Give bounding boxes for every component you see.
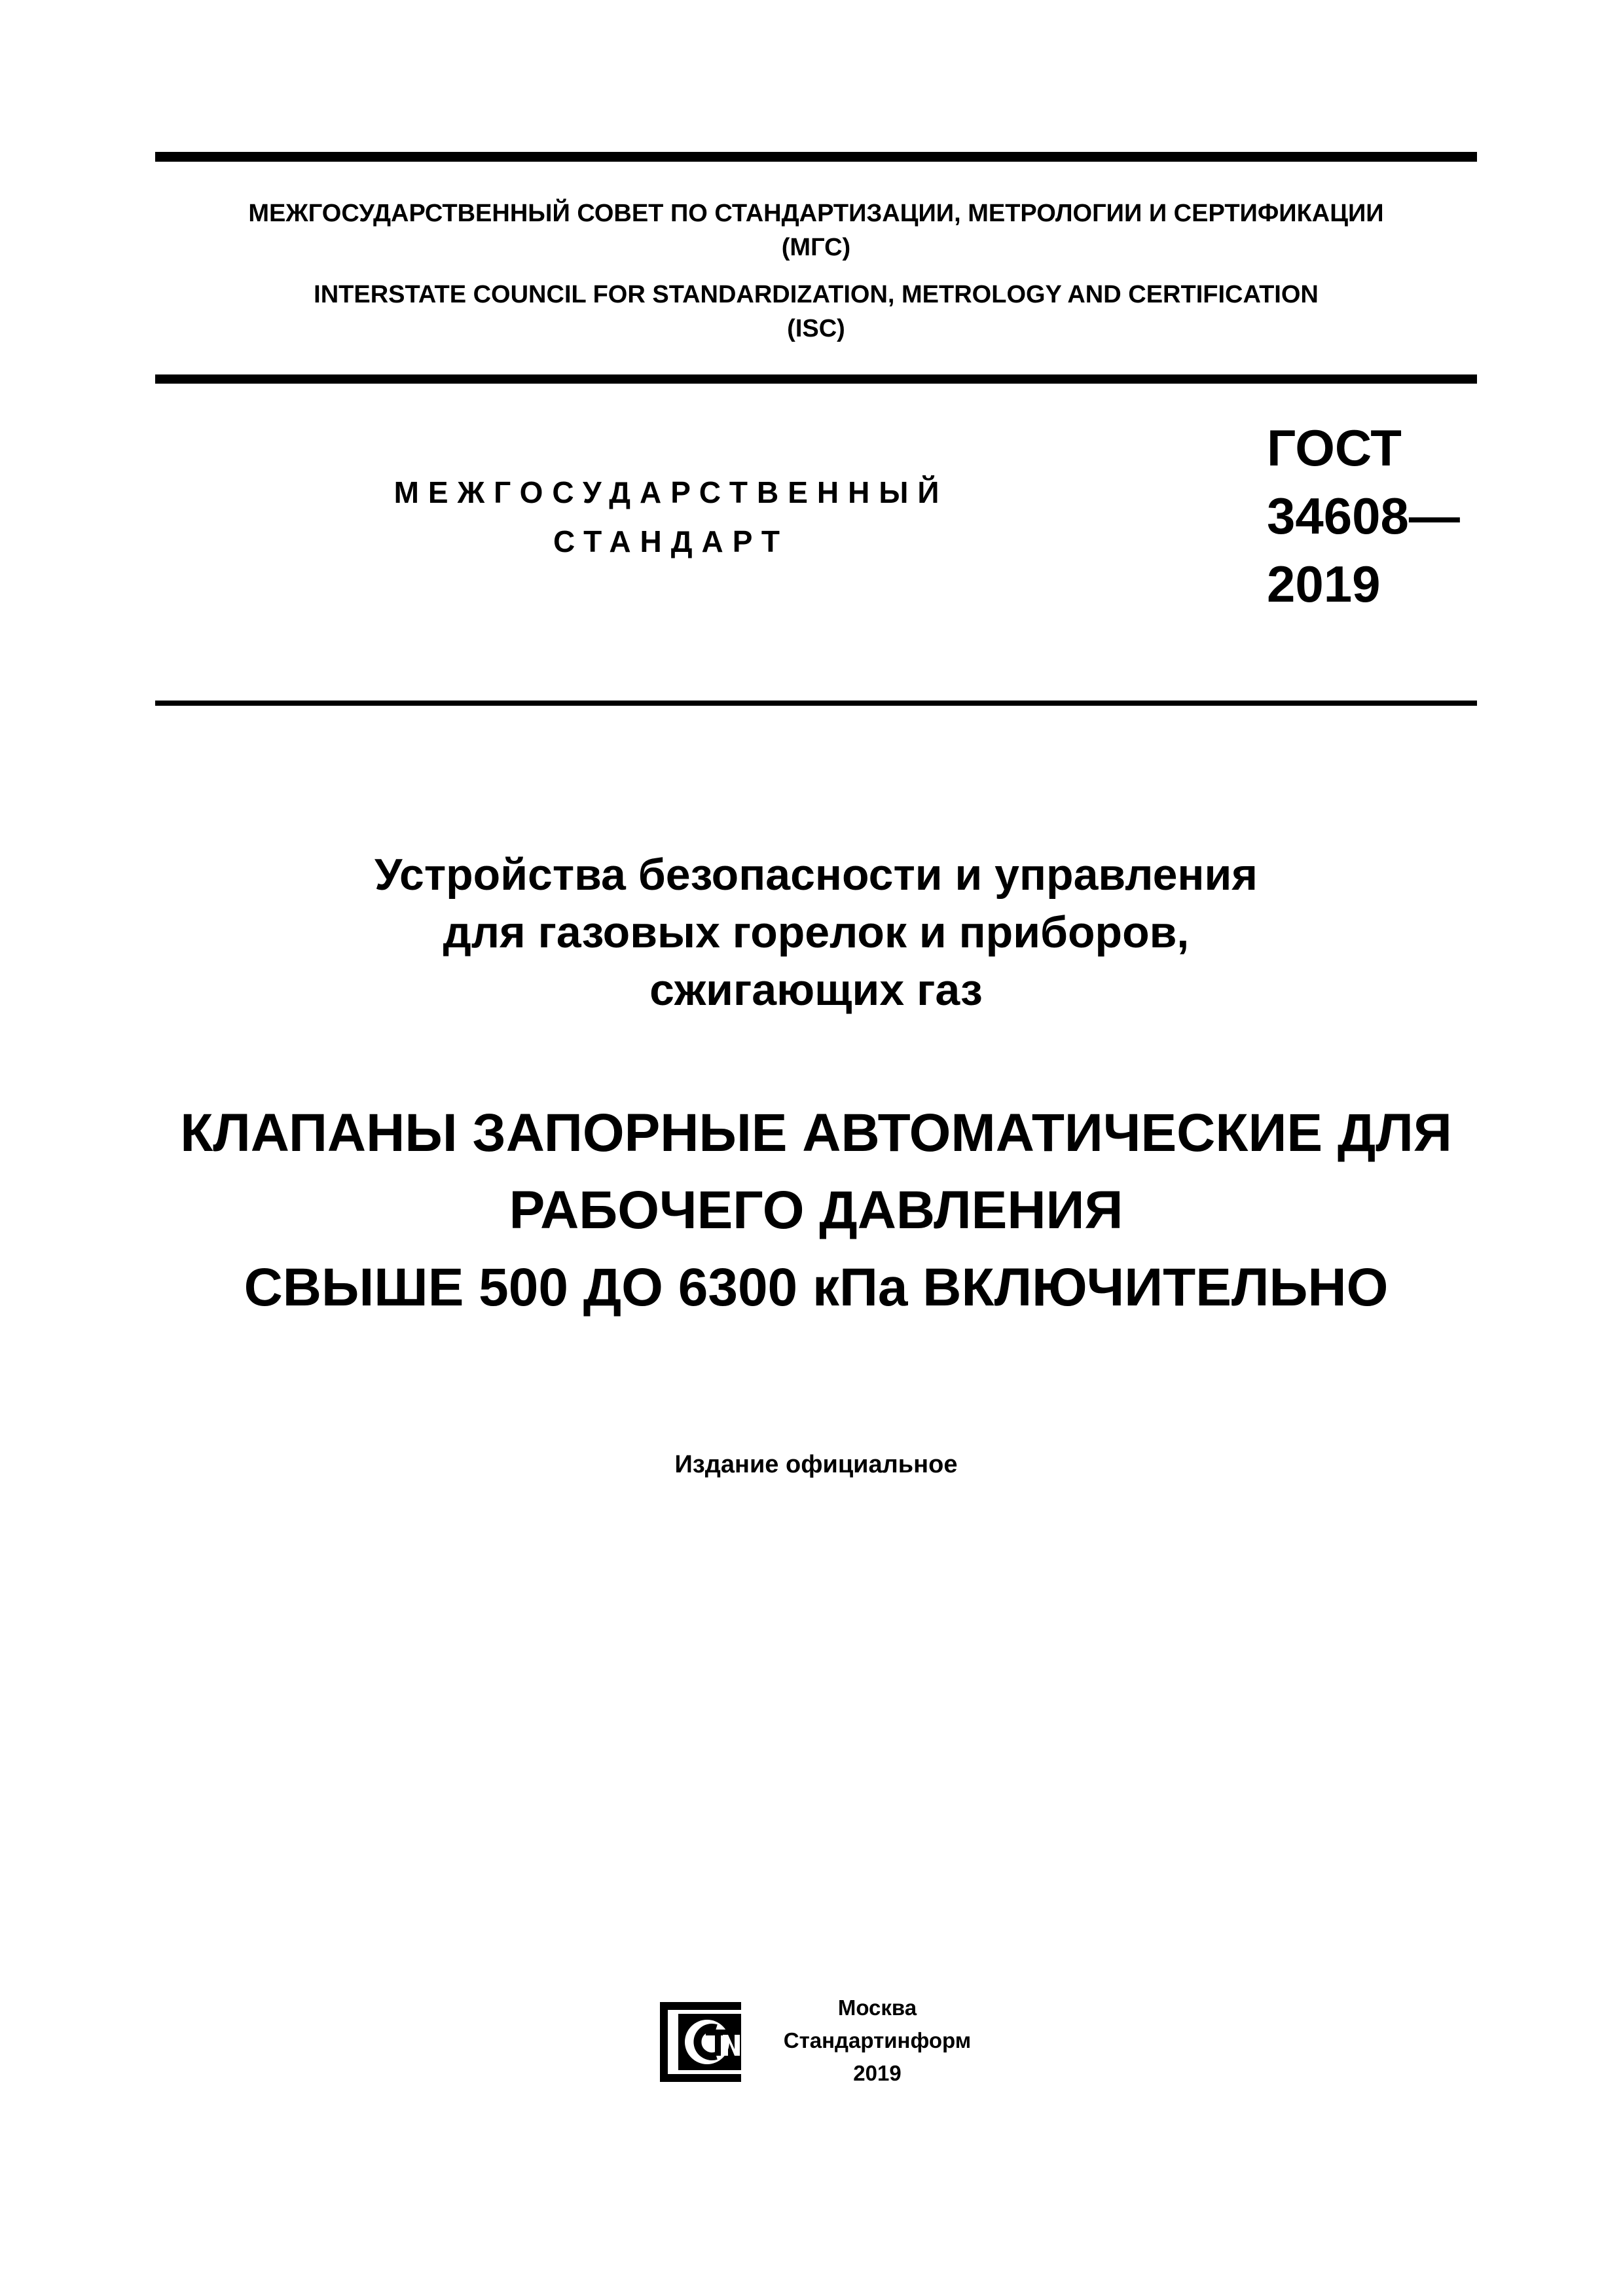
imprint-publisher: Стандартинформ (783, 2028, 972, 2052)
council-name-ru: МЕЖГОСУДАРСТВЕННЫЙ СОВЕТ ПО СТАНДАРТИЗАЦИИ, МЕТРОЛОГИИ И СЕРТИФИКАЦИИ (248, 200, 1384, 227)
designation-year: 2019 (1267, 555, 1381, 613)
designation-number: 34608— (1267, 487, 1460, 545)
council-name-en: INTERSTATE COUNCIL FOR STANDARDIZATION, METROLOGY AND CERTIFICATION (314, 281, 1319, 308)
lower-rule (155, 701, 1477, 706)
council-abbr-en: (ISC) (787, 315, 845, 342)
imprint-city: Москва (837, 1995, 917, 2020)
middle-rule (155, 374, 1477, 384)
council-abbr-ru: (МГС) (781, 234, 851, 261)
subtitle-line-3: сжигающих газ (649, 965, 983, 1015)
main-title-line-1: КЛАПАНЫ ЗАПОРНЫЕ АВТОМАТИЧЕСКИЕ ДЛЯ (180, 1103, 1452, 1163)
standard-type-line-2: СТАНДАРТ (553, 524, 789, 558)
imprint-year: 2019 (853, 2061, 902, 2085)
edition-label: Издание официальное (674, 1451, 958, 1478)
subtitle-line-1: Устройства безопасности и управления (374, 850, 1258, 900)
designation-prefix: ГОСТ (1267, 419, 1402, 477)
main-title-line-2: РАБОЧЕГО ДАВЛЕНИЯ (509, 1180, 1123, 1240)
standard-type-line-1: МЕЖГОСУДАРСТВЕННЫЙ (393, 475, 949, 509)
main-title-line-3: СВЫШЕ 500 ДО 6300 кПа ВКЛЮЧИТЕЛЬНО (244, 1258, 1389, 1317)
standard-designation (1267, 414, 1460, 618)
top-rule (155, 152, 1477, 162)
standartinform-logo-icon (655, 1997, 746, 2087)
subtitle-line-2: для газовых горелок и приборов, (443, 907, 1190, 957)
